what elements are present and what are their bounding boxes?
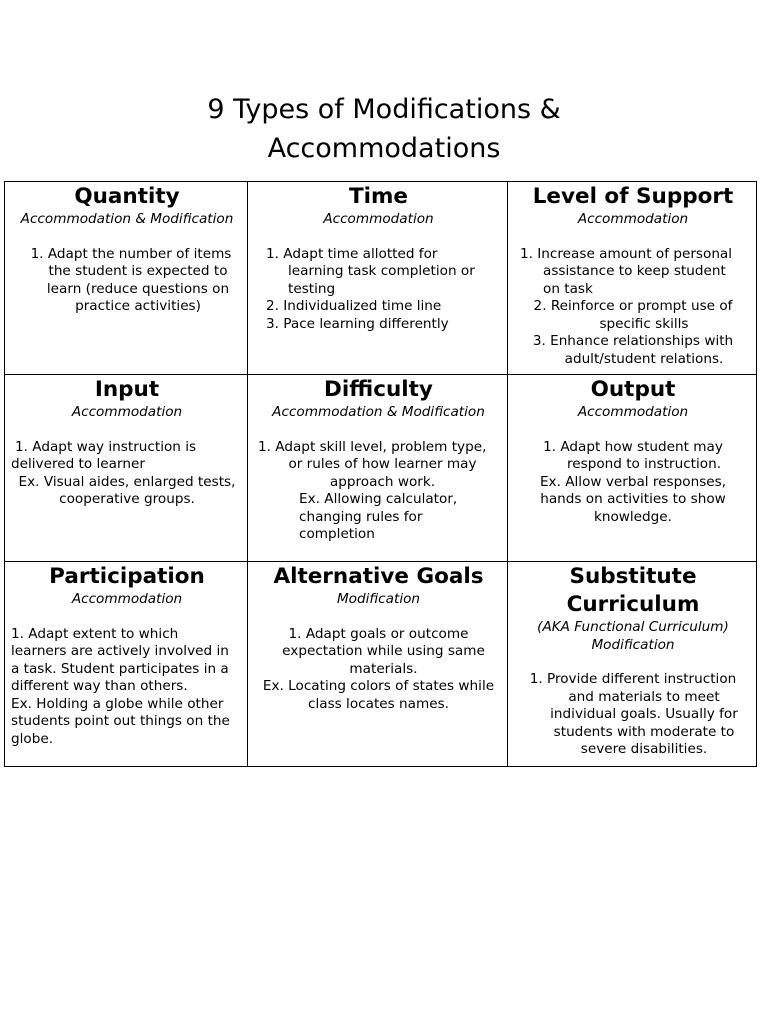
list-item: 1. Increase amount of personal [520,245,733,262]
cell-difficulty [248,375,508,562]
cell-input [5,375,248,562]
example-line: Ex. Visual aides, enlarged tests, [18,473,236,490]
example-line: changing rules for [299,508,423,525]
cell-heading: Quantity [74,184,180,209]
cell-heading: Difficulty [324,377,433,402]
list-item-line: or rules of how learner may [288,456,477,472]
modifications-table [4,181,757,767]
table-row [5,182,757,375]
cell-type: Accommodation [323,211,434,227]
list-item: 2. Reinforce or prompt use of [533,298,733,314]
table-row [5,375,757,562]
list-item: 1. Adapt how student may [543,438,723,455]
cell-type: Accommodation & Modification [272,404,485,420]
list-item: 1. Adapt goals or outcome [288,625,469,642]
example-line: Ex. Locating colors of states while [262,678,495,694]
list-item-line: practice activities) [75,298,201,314]
cell-substitute-curriculum [508,562,757,767]
body-line: students point out things on the [11,713,230,729]
list-item: 3. Enhance relationships with [532,333,734,349]
list-item-line: respond to instruction. [566,456,722,472]
list-item: 1. Adapt way instruction is [15,438,197,455]
example-line: class locates names. [307,695,449,712]
cell-time [248,182,508,375]
cell-type: Accommodation [577,211,689,227]
list-item-line: materials. [349,660,418,677]
list-item-line: learn (reduce questions on [46,280,230,297]
cell-participation [5,562,248,767]
list-item-line: severe disabilities. [580,741,708,757]
list-item-line: the student is expected to [48,263,228,279]
cell-heading: Level of Support [532,184,734,209]
list-item-line: students with moderate to [553,723,735,740]
list-item-line: adult/student relations. [564,350,724,367]
example-line: completion [299,526,375,542]
cell-alternative-goals [248,562,508,767]
list-item-line: on task [543,280,593,297]
body-line: learners are actively involved in [11,643,229,659]
cell-type: Accommodation [71,404,183,420]
cell-type: Accommodation & Modification [20,211,234,227]
cell-aka: (AKA Functional Curriculum) [537,619,729,635]
body-line: globe. [11,730,54,747]
table-row [5,562,757,767]
cell-heading: Alternative Goals [273,564,484,589]
example-line: knowledge. [593,508,672,525]
body-line: Ex. Holding a globe while other [11,695,224,712]
title-text: 9 Types of Modifications & Accommodations [207,94,561,164]
example-line: cooperative groups. [59,491,195,507]
cell-heading: Time [348,184,409,209]
cell-heading-line2: Curriculum [566,592,700,617]
list-item-line: approach work. [329,473,436,490]
list-item-line: delivered to learner [11,456,145,472]
cell-type: Accommodation [71,591,183,607]
list-item-line: and materials to meet [568,688,720,705]
list-item: 2. Individualized time line [266,298,442,314]
list-item-line: assistance to keep student [543,263,726,279]
cell-type: Accommodation [577,404,689,420]
cell-level-of-support [508,182,757,375]
cell-heading: Input [94,377,160,402]
cell-heading: Output [590,377,676,402]
list-item-line: learning task completion or [288,263,475,279]
cell-output [508,375,757,562]
cell-type: Modification [336,591,421,607]
list-item-line: expectation while using same [282,643,485,659]
body-line: 1. Adapt extent to which [11,625,179,642]
cell-type: Modification [591,636,675,653]
body-line: a task. Student participates in a [11,660,229,677]
example-line: Ex. Allow verbal responses, [539,473,727,490]
body-line: different way than others. [11,678,188,694]
example-line: Ex. Allowing calculator, [299,491,458,507]
list-item: 3. Pace learning differently [266,315,449,332]
list-item-line: testing [288,280,336,297]
list-item: 1. Provide different instruction [529,671,737,687]
list-item: 1. Adapt skill level, problem type, [258,438,487,455]
cell-heading: Participation [49,564,205,589]
example-line: hands on activities to show [540,491,726,507]
page-title [0,90,768,168]
cell-quantity [5,182,248,375]
cell-heading: Substitute [569,564,697,589]
list-item: 1. Adapt the number of items [30,245,232,262]
list-item-line: individual goals. Usually for [550,706,738,722]
list-item-line: specific skills [599,315,689,332]
list-item: 1. Adapt time allotted for [266,245,438,262]
